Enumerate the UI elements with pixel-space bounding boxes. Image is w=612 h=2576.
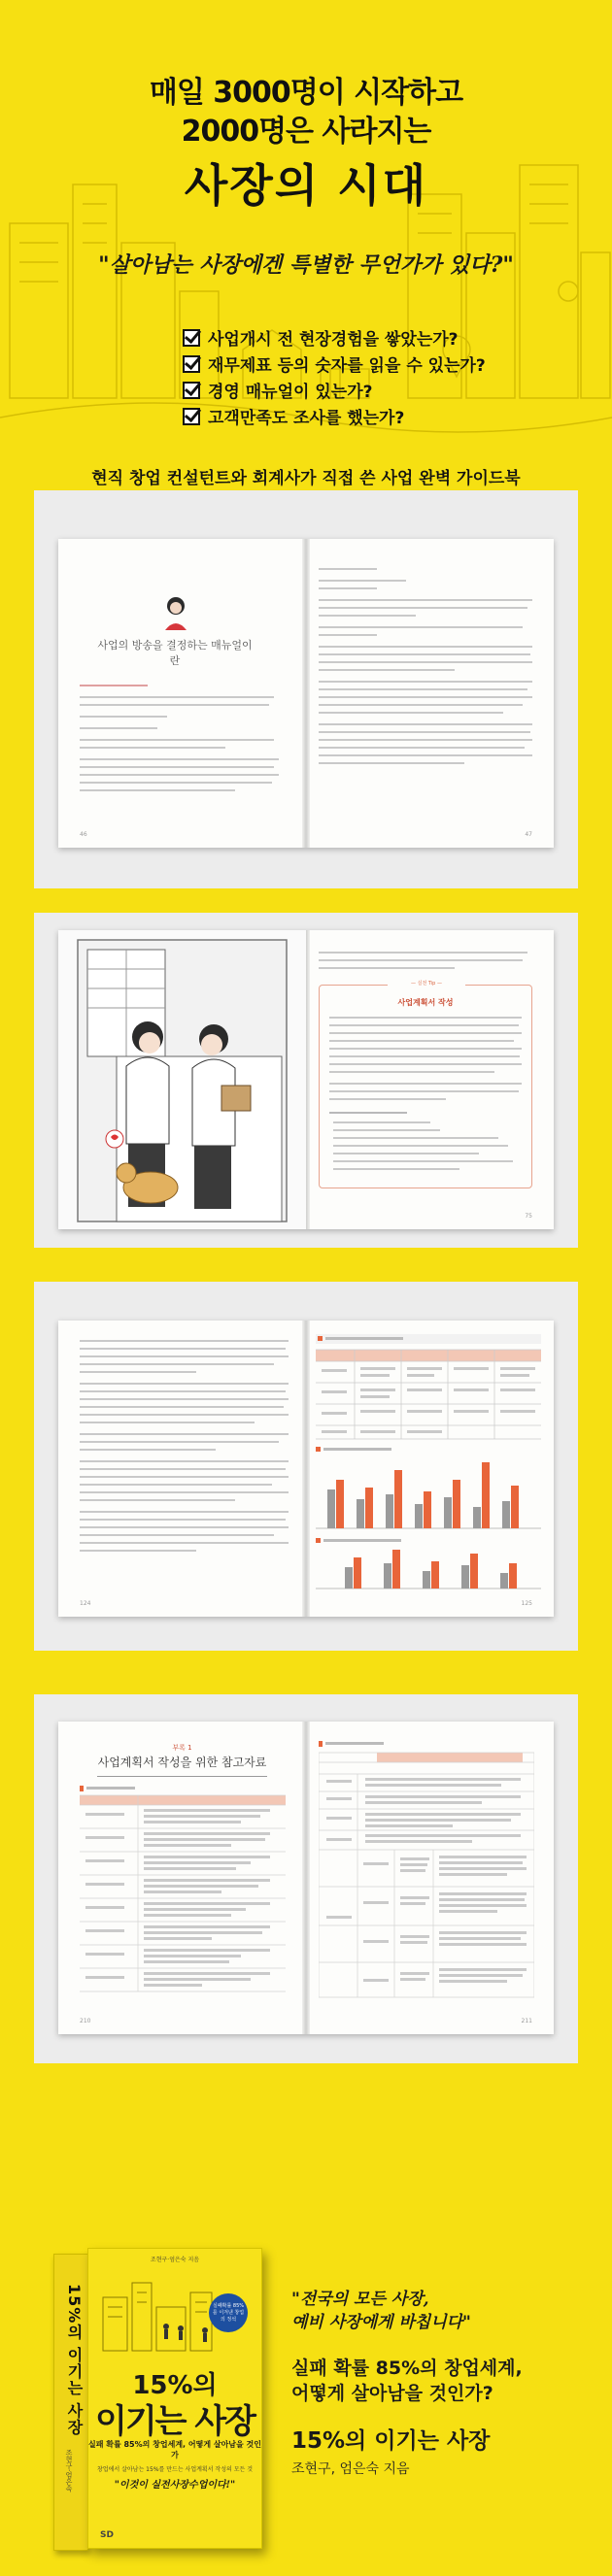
checklist-item — [183, 377, 486, 403]
spread-photo-2 — [34, 913, 578, 1248]
question-line-1: 실패 확률 85%의 창업세계, — [291, 2358, 523, 2379]
hero-quote: "살아남는 사장에겐 특별한 무언가가 있다?" — [98, 252, 514, 278]
cover-percent: 15%의 — [132, 2371, 218, 2400]
gutter — [302, 539, 310, 848]
spine-authors: 조현구·엄은숙 — [65, 2449, 73, 2492]
tagline — [0, 464, 612, 488]
checklist-text: 고객만족도 조사를 했는가? — [208, 409, 405, 428]
checklist-text: 경영 매뉴얼이 있는가? — [208, 383, 373, 402]
appendix-title: 사업계획서 작성을 위한 참고자료 — [97, 1756, 267, 1769]
book-spine — [53, 2254, 88, 2551]
headline-line-1: 매일 3000명이 시작하고 — [149, 76, 463, 110]
shop-owners-illustration — [58, 930, 306, 1229]
book-spread — [58, 930, 554, 1229]
book-question — [291, 2356, 583, 2406]
checkbox-checked-icon — [183, 329, 200, 347]
cover-authors: 조현구·엄은숙 지음 — [150, 2257, 200, 2263]
chapter-title: 사업의 방송을 결정하는 매뉴얼이란 — [97, 639, 253, 667]
spine-title: 15%의 이기는 사장 — [65, 2284, 84, 2436]
question-line-2: 어떻게 살아남을 것인가? — [291, 2383, 493, 2404]
checkbox-checked-icon — [183, 355, 200, 373]
book-spread — [58, 539, 554, 848]
page-number-right: 125 — [521, 1600, 532, 1607]
page-number-right: 211 — [521, 2018, 532, 2024]
page-number-right: 75 — [525, 1213, 532, 1220]
book-spread — [58, 1321, 554, 1617]
reference-table — [80, 1786, 286, 1999]
checklist — [183, 324, 486, 429]
book-front-cover — [87, 2248, 262, 2549]
checklist-item — [183, 351, 486, 377]
book-spread — [58, 1722, 554, 2034]
quote-line-2: 예비 사장에게 바칩니다" — [291, 2313, 471, 2332]
spread-photo-3 — [34, 1282, 578, 1651]
headline-line-2: 2000명은 사라지는 — [181, 115, 431, 149]
info-box-title: 사업계획서 작성 — [397, 998, 454, 1007]
book-info-section — [0, 2194, 612, 2576]
info-box: — 실전 Tip — 사업계획서 작성 — [319, 985, 532, 1188]
appendix-label: 부록 1 — [172, 1744, 192, 1752]
gutter — [302, 1321, 310, 1617]
page-number-right: 47 — [525, 831, 532, 838]
cover-description: 창업에서 살아남는 15%를 만드는 사업계획서 작성의 모든 것 — [97, 2466, 253, 2473]
checklist-text: 재무제표 등의 숫자를 읽을 수 있는가? — [208, 356, 486, 376]
headline-main: 사장의 시대 — [184, 159, 428, 212]
table-and-charts — [316, 1334, 541, 1596]
book-cover-image — [53, 2248, 262, 2559]
book-authors: 조현구, 엄은숙 지음 — [291, 2461, 410, 2477]
hero-section — [0, 0, 612, 490]
cover-title: 이기는 사장 — [94, 2402, 255, 2441]
gutter — [302, 1722, 310, 2034]
checklist-item — [183, 403, 486, 429]
checkbox-checked-icon — [183, 408, 200, 425]
page-number-left: 124 — [80, 1600, 91, 1607]
spread-photo-4 — [34, 1694, 578, 2063]
spread-photo-1 — [34, 490, 578, 888]
book-dedication-quote — [291, 2288, 583, 2334]
cover-badge: 실패확률 85%를 이겨낸 창업의 정석 — [209, 2293, 248, 2332]
page-number-left: 210 — [80, 2018, 91, 2024]
quote-line-1: "전국의 모든 사장, — [291, 2290, 429, 2309]
cover-subtitle: 실패 확률 85%의 창업세계, 어떻게 살아남을 것인가 — [88, 2440, 262, 2459]
checklist-item — [183, 324, 486, 351]
author-portrait-icon — [163, 595, 188, 630]
checkbox-checked-icon — [183, 382, 200, 399]
marketing-table — [319, 1741, 534, 2003]
book-title: 15%의 이기는 사장 — [291, 2428, 491, 2454]
page-number-left: 46 — [80, 831, 87, 838]
publisher-logo: SD — [100, 2530, 114, 2540]
checklist-text: 사업개시 전 현장경험을 쌓았는가? — [208, 330, 459, 350]
cover-slogan: "이것이 실전사장수업이다!" — [114, 2480, 236, 2491]
tagline-text: 현직 창업 컨설턴트와 회계사가 직접 쓴 사업 완벽 가이드북 — [91, 469, 520, 490]
